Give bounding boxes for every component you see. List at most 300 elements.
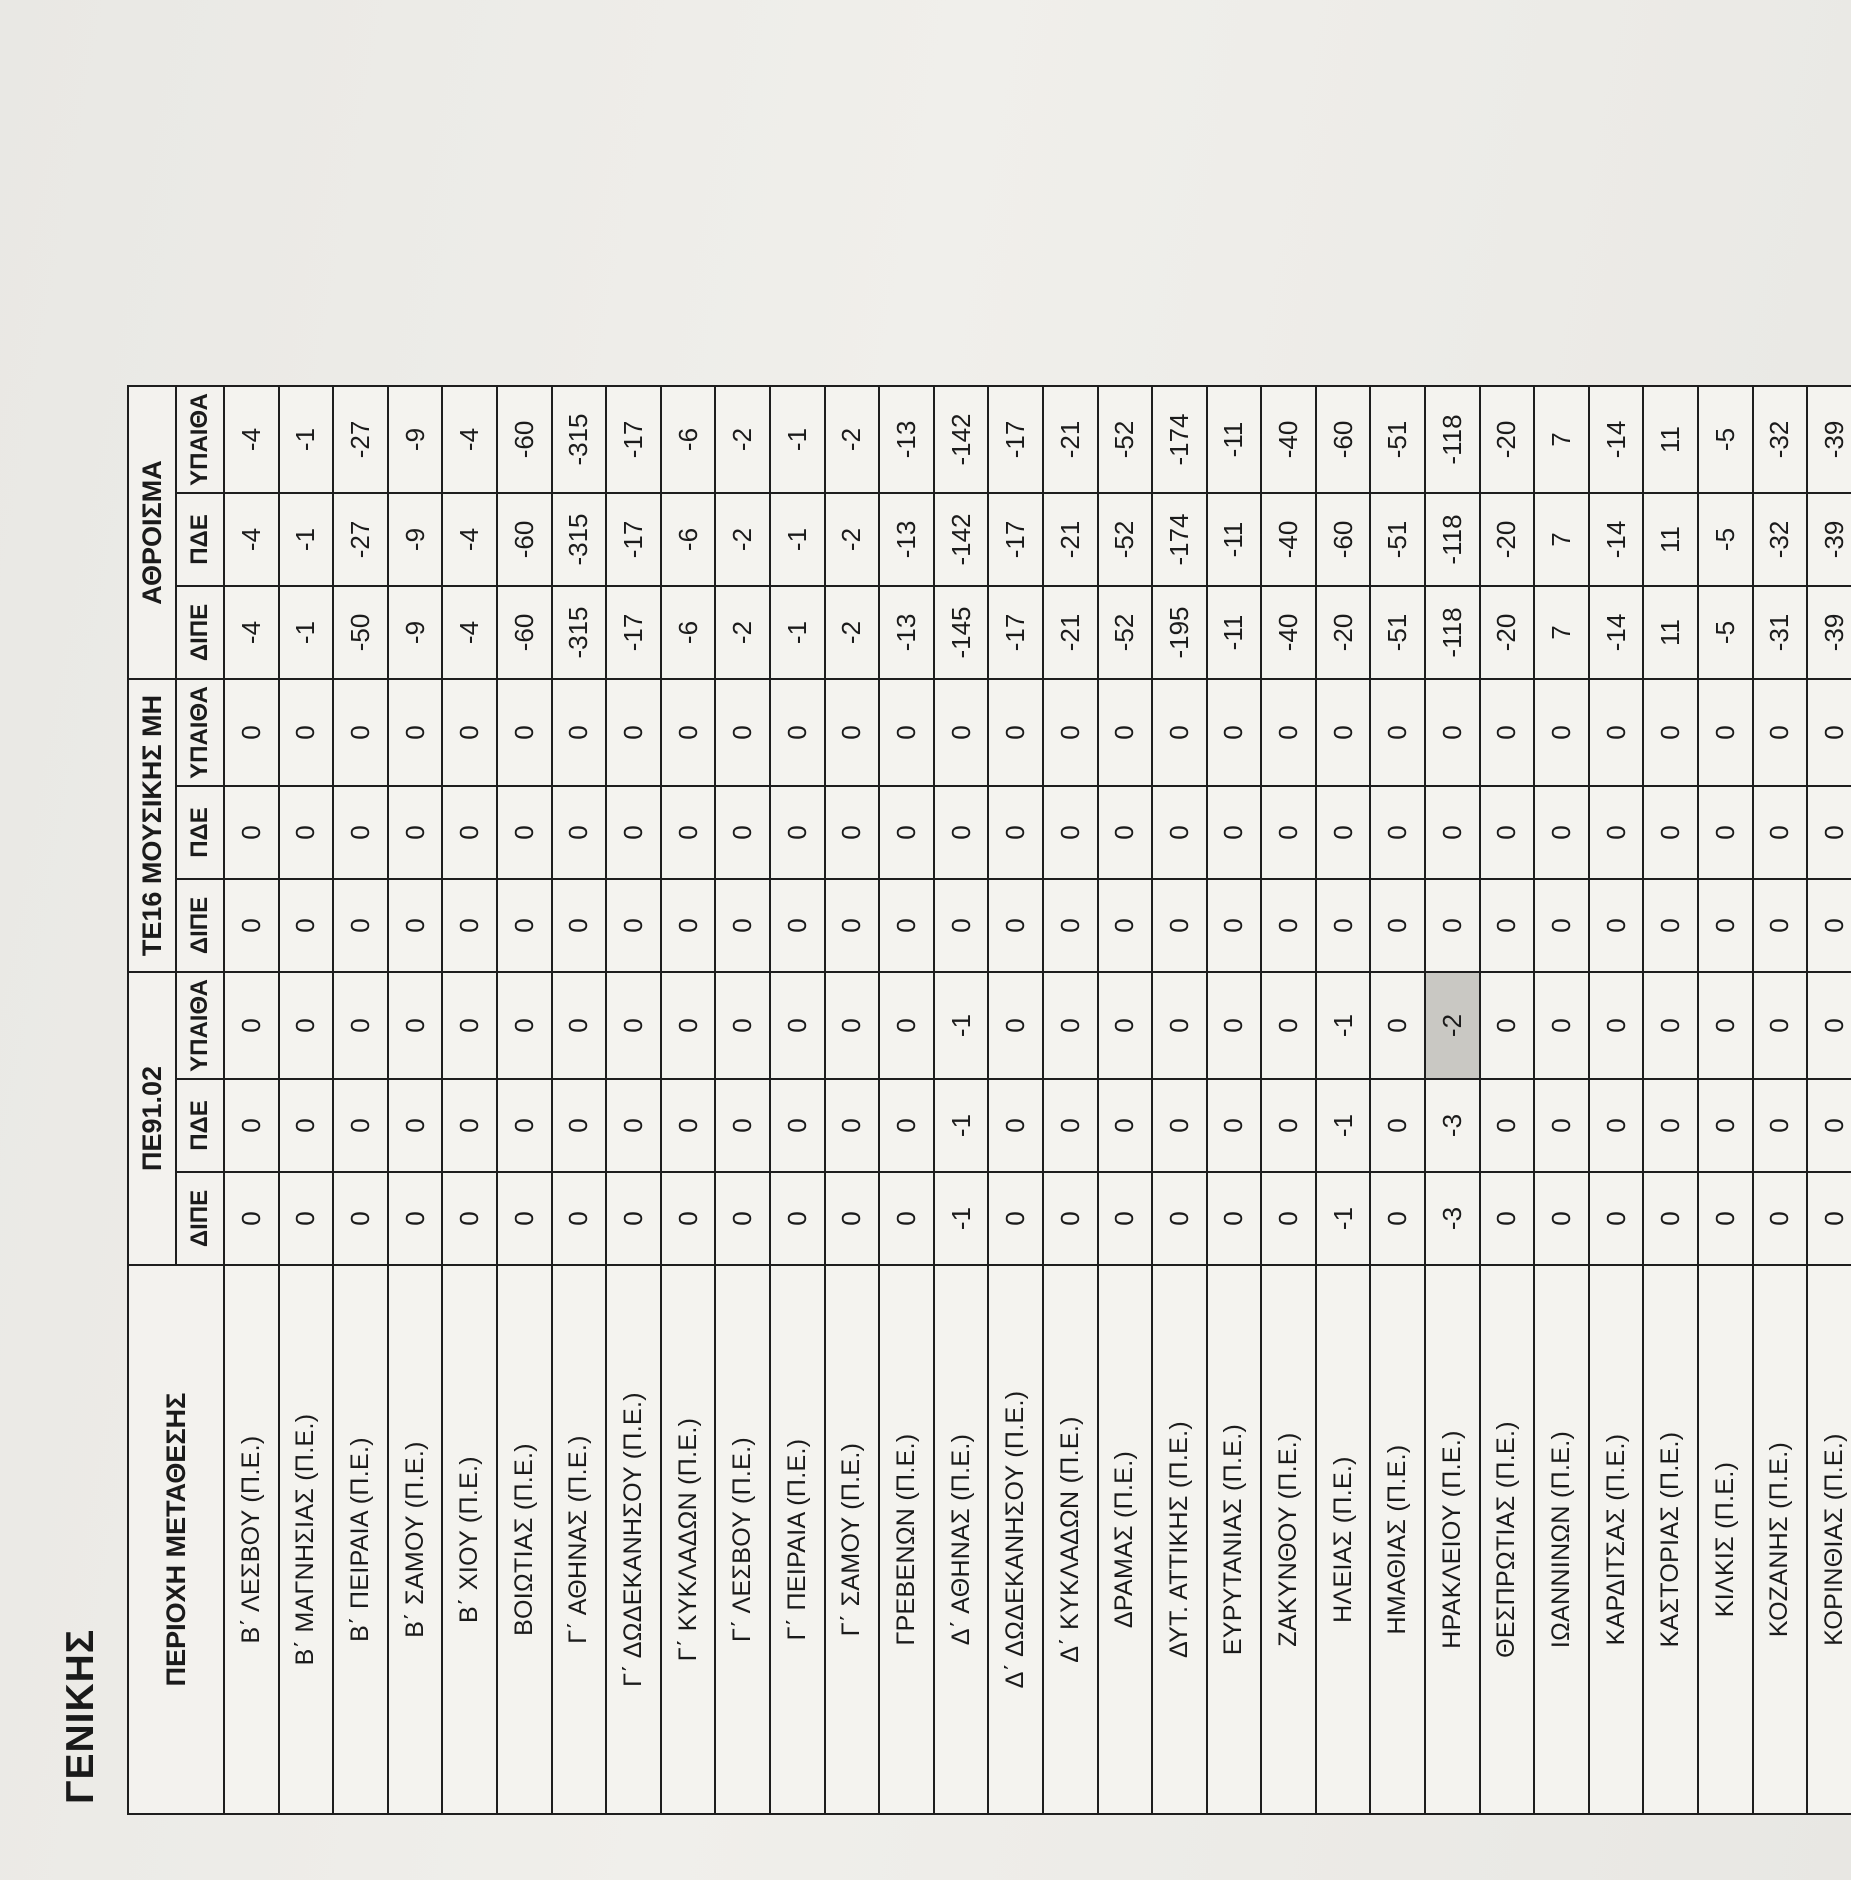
value-cell: 0 [1207, 679, 1262, 786]
value-cell: 0 [224, 972, 279, 1079]
region-cell: Γ΄ ΑΘΗΝΑΣ (Π.Ε.) [552, 1265, 607, 1814]
value-cell: -20 [1480, 493, 1535, 586]
region-cell: Γ΄ ΛΕΣΒΟΥ (Π.Ε.) [715, 1265, 770, 1814]
value-cell: 0 [1534, 972, 1589, 1079]
value-cell: 0 [770, 972, 825, 1079]
region-cell: Γ΄ ΔΩΔΕΚΑΝΗΣΟΥ (Π.Ε.) [606, 1265, 661, 1814]
value-cell: -2 [1425, 972, 1480, 1079]
value-cell: 0 [497, 1079, 552, 1172]
value-cell: 0 [1480, 1172, 1535, 1265]
table-row [388, 386, 443, 1814]
page-title: ΓΕΝΙΚΗΣ [59, 1628, 102, 1804]
value-cell: 0 [1534, 1172, 1589, 1265]
value-cell: -6 [661, 586, 716, 679]
value-cell: -174 [1152, 386, 1207, 493]
value-cell: 0 [333, 1079, 388, 1172]
value-cell: 0 [770, 879, 825, 972]
table-row [333, 386, 388, 1814]
value-cell: 0 [1534, 1079, 1589, 1172]
value-cell: -3 [1425, 1172, 1480, 1265]
value-cell: 0 [988, 879, 1043, 972]
value-cell: 0 [1370, 679, 1425, 786]
value-cell: -2 [825, 386, 880, 493]
value-cell: 0 [606, 1079, 661, 1172]
value-cell: 0 [1753, 879, 1808, 972]
region-cell: Δ΄ ΚΥΚΛΑΔΩΝ (Π.Ε.) [1043, 1265, 1098, 1814]
value-cell: 0 [1753, 679, 1808, 786]
value-cell: 0 [1480, 679, 1535, 786]
region-cell: Δ΄ ΔΩΔΕΚΑΝΗΣΟΥ (Π.Ε.) [988, 1265, 1043, 1814]
value-cell: -9 [388, 386, 443, 493]
table-row [1261, 386, 1316, 1814]
sub-header-dipe: ΔΙΠΕ [176, 586, 224, 679]
value-cell: 0 [497, 972, 552, 1079]
value-cell: 0 [879, 879, 934, 972]
value-cell: 0 [1589, 679, 1644, 786]
value-cell: -51 [1370, 493, 1425, 586]
value-cell: -142 [934, 386, 989, 493]
value-cell: 0 [1261, 1172, 1316, 1265]
value-cell: 0 [497, 679, 552, 786]
value-cell: 0 [388, 879, 443, 972]
value-cell: 0 [1261, 1079, 1316, 1172]
value-cell: 0 [661, 679, 716, 786]
value-cell: 0 [1152, 786, 1207, 879]
value-cell: 0 [1643, 879, 1698, 972]
value-cell: 0 [333, 1172, 388, 1265]
value-cell: -14 [1589, 586, 1644, 679]
group-header-pe9102: ΠΕ91.02 [128, 972, 176, 1265]
value-cell: -39 [1807, 386, 1851, 493]
value-cell: -142 [934, 493, 989, 586]
value-cell: 0 [1098, 879, 1153, 972]
value-cell: 0 [988, 1079, 1043, 1172]
value-cell: 0 [1152, 879, 1207, 972]
table-row [1807, 386, 1851, 1814]
value-cell: 0 [879, 1172, 934, 1265]
value-cell: -315 [552, 386, 607, 493]
value-cell: 0 [1152, 1172, 1207, 1265]
value-cell: 0 [333, 679, 388, 786]
value-cell: -1 [934, 1079, 989, 1172]
value-cell: -1 [1316, 1172, 1371, 1265]
value-cell: 0 [1261, 879, 1316, 972]
region-cell: ΗΛΕΙΑΣ (Π.Ε.) [1316, 1265, 1371, 1814]
value-cell: -40 [1261, 493, 1316, 586]
value-cell: 0 [1098, 1172, 1153, 1265]
value-cell: 0 [1589, 972, 1644, 1079]
value-cell: 0 [661, 879, 716, 972]
value-cell: 0 [1753, 1079, 1808, 1172]
table-row [1698, 386, 1753, 1814]
value-cell: 11 [1643, 386, 1698, 493]
value-cell: 0 [552, 679, 607, 786]
value-cell: 0 [388, 1172, 443, 1265]
value-cell: -6 [661, 386, 716, 493]
value-cell: 0 [442, 786, 497, 879]
transfer-table [127, 385, 1851, 1815]
value-cell: 0 [333, 972, 388, 1079]
value-cell: 0 [552, 786, 607, 879]
value-cell: 0 [770, 786, 825, 879]
value-cell: 0 [715, 972, 770, 1079]
value-cell: -6 [661, 493, 716, 586]
value-cell: 0 [1480, 786, 1535, 879]
rotated-page [45, 150, 1850, 1850]
table-row [497, 386, 552, 1814]
value-cell: -9 [388, 586, 443, 679]
value-cell: 0 [988, 972, 1043, 1079]
value-cell: -17 [988, 493, 1043, 586]
value-cell: 0 [224, 786, 279, 879]
region-cell: ΚΟΖΑΝΗΣ (Π.Ε.) [1753, 1265, 1808, 1814]
value-cell: 0 [1698, 972, 1753, 1079]
value-cell: 0 [1807, 1079, 1851, 1172]
value-cell: -21 [1043, 493, 1098, 586]
value-cell: 0 [879, 972, 934, 1079]
region-cell: Γ΄ ΠΕΙΡΑΙΑ (Π.Ε.) [770, 1265, 825, 1814]
value-cell: -40 [1261, 586, 1316, 679]
value-cell: 11 [1643, 493, 1698, 586]
value-cell: 0 [1534, 786, 1589, 879]
value-cell: 0 [388, 679, 443, 786]
value-cell: 0 [606, 879, 661, 972]
value-cell: 0 [224, 679, 279, 786]
value-cell: 0 [1698, 1079, 1753, 1172]
value-cell: 0 [715, 679, 770, 786]
value-cell: -11 [1207, 586, 1262, 679]
value-cell: -20 [1316, 586, 1371, 679]
value-cell: 0 [1043, 679, 1098, 786]
value-cell: 0 [1098, 786, 1153, 879]
value-cell: 0 [1753, 1172, 1808, 1265]
value-cell: 0 [1316, 786, 1371, 879]
region-cell: Β΄ ΧΙΟΥ (Π.Ε.) [442, 1265, 497, 1814]
value-cell: 0 [279, 679, 334, 786]
table-row [606, 386, 661, 1814]
region-cell: ΙΩΑΝΝΙΝΩΝ (Π.Ε.) [1534, 1265, 1589, 1814]
value-cell: 0 [1589, 786, 1644, 879]
value-cell: 0 [1152, 1079, 1207, 1172]
table-row [224, 386, 279, 1814]
value-cell: -2 [715, 386, 770, 493]
value-cell: -118 [1425, 493, 1480, 586]
table-row [661, 386, 716, 1814]
value-cell: -145 [934, 586, 989, 679]
table-row [279, 386, 334, 1814]
value-cell: -11 [1207, 386, 1262, 493]
value-cell: 0 [1098, 679, 1153, 786]
value-cell: 0 [552, 972, 607, 1079]
value-cell: 0 [1753, 972, 1808, 1079]
value-cell: 0 [825, 679, 880, 786]
region-cell: ΗΡΑΚΛΕΙΟΥ (Π.Ε.) [1425, 1265, 1480, 1814]
region-cell: ΚΟΡΙΝΘΙΑΣ (Π.Ε.) [1807, 1265, 1851, 1814]
value-cell: 0 [770, 1172, 825, 1265]
region-cell: ΚΙΛΚΙΣ (Π.Ε.) [1698, 1265, 1753, 1814]
value-cell: -17 [606, 586, 661, 679]
table-row [1534, 386, 1589, 1814]
value-cell: 0 [1534, 679, 1589, 786]
value-cell: -13 [879, 586, 934, 679]
value-cell: 0 [442, 1172, 497, 1265]
group-header-row [128, 386, 176, 1814]
value-cell: -4 [224, 493, 279, 586]
table-row [1480, 386, 1535, 1814]
value-cell: 0 [1643, 972, 1698, 1079]
value-cell: 0 [1589, 1172, 1644, 1265]
value-cell: 0 [224, 1079, 279, 1172]
value-cell: 0 [1480, 1079, 1535, 1172]
value-cell: 0 [1261, 786, 1316, 879]
value-cell: -118 [1425, 386, 1480, 493]
value-cell: -20 [1480, 386, 1535, 493]
table-row [1643, 386, 1698, 1814]
value-cell: 0 [333, 879, 388, 972]
value-cell: -11 [1207, 493, 1262, 586]
region-cell: ΗΜΑΘΙΑΣ (Π.Ε.) [1370, 1265, 1425, 1814]
value-cell: 0 [1370, 1172, 1425, 1265]
value-cell: 0 [388, 972, 443, 1079]
value-cell: 0 [825, 786, 880, 879]
value-cell: 0 [1207, 879, 1262, 972]
sub-header-pde: ΠΔΕ [176, 1079, 224, 1172]
region-cell: Δ΄ ΑΘΗΝΑΣ (Π.Ε.) [934, 1265, 989, 1814]
region-cell: ΖΑΚΥΝΘΟΥ (Π.Ε.) [1261, 1265, 1316, 1814]
region-cell: ΚΑΡΔΙΤΣΑΣ (Π.Ε.) [1589, 1265, 1644, 1814]
value-cell: 0 [333, 786, 388, 879]
value-cell: -13 [879, 493, 934, 586]
region-cell: Γ΄ ΚΥΚΛΑΔΩΝ (Π.Ε.) [661, 1265, 716, 1814]
value-cell: 0 [224, 1172, 279, 1265]
value-cell: -52 [1098, 386, 1153, 493]
value-cell: -315 [552, 586, 607, 679]
value-cell: 0 [1207, 1079, 1262, 1172]
group-header-sum: ΑΘΡΟΙΣΜΑ [128, 386, 176, 679]
value-cell: -5 [1698, 493, 1753, 586]
value-cell: 0 [279, 786, 334, 879]
value-cell: -17 [606, 386, 661, 493]
value-cell: -17 [606, 493, 661, 586]
value-cell: 0 [442, 1079, 497, 1172]
value-cell: 0 [1807, 1172, 1851, 1265]
table-row [770, 386, 825, 1814]
value-cell: -39 [1807, 586, 1851, 679]
value-cell: 0 [1207, 972, 1262, 1079]
value-cell: 0 [1043, 879, 1098, 972]
value-cell: -20 [1480, 586, 1535, 679]
value-cell: 0 [1807, 786, 1851, 879]
region-cell: ΚΑΣΤΟΡΙΑΣ (Π.Ε.) [1643, 1265, 1698, 1814]
value-cell: 0 [279, 1079, 334, 1172]
value-cell: -60 [497, 586, 552, 679]
value-cell: -1 [1316, 1079, 1371, 1172]
value-cell: 0 [934, 879, 989, 972]
value-cell: 0 [497, 786, 552, 879]
region-cell: ΘΕΣΠΡΩΤΙΑΣ (Π.Ε.) [1480, 1265, 1535, 1814]
value-cell: -32 [1753, 493, 1808, 586]
value-cell: 0 [770, 679, 825, 786]
region-cell: Β΄ ΜΑΓΝΗΣΙΑΣ (Π.Ε.) [279, 1265, 334, 1814]
region-cell: ΕΥΡΥΤΑΝΙΑΣ (Π.Ε.) [1207, 1265, 1262, 1814]
value-cell: -4 [224, 386, 279, 493]
region-cell: ΒΟΙΩΤΙΑΣ (Π.Ε.) [497, 1265, 552, 1814]
value-cell: -195 [1152, 586, 1207, 679]
value-cell: -13 [879, 386, 934, 493]
value-cell: 0 [497, 879, 552, 972]
value-cell: 0 [715, 1172, 770, 1265]
value-cell: 0 [1370, 879, 1425, 972]
region-column-header: ΠΕΡΙΟΧΗ ΜΕΤΑΘΕΣΗΣ [128, 1265, 224, 1814]
value-cell: 0 [1589, 879, 1644, 972]
value-cell: -27 [333, 493, 388, 586]
value-cell: -27 [333, 386, 388, 493]
sub-header-dipe: ΔΙΠΕ [176, 879, 224, 972]
value-cell: 0 [934, 786, 989, 879]
value-cell: 7 [1534, 586, 1589, 679]
value-cell: -21 [1043, 386, 1098, 493]
value-cell: 0 [1261, 679, 1316, 786]
region-cell: ΔΥΤ. ΑΤΤΙΚΗΣ (Π.Ε.) [1152, 1265, 1207, 1814]
value-cell: 0 [825, 1079, 880, 1172]
region-cell: ΓΡΕΒΕΝΩΝ (Π.Ε.) [879, 1265, 934, 1814]
value-cell: 0 [497, 1172, 552, 1265]
value-cell: 0 [1698, 786, 1753, 879]
value-cell: 0 [825, 972, 880, 1079]
value-cell: 0 [825, 879, 880, 972]
value-cell: -2 [715, 586, 770, 679]
value-cell: 0 [715, 1079, 770, 1172]
value-cell: 0 [1698, 879, 1753, 972]
value-cell: 7 [1534, 493, 1589, 586]
value-cell: 0 [1098, 1079, 1153, 1172]
value-cell: 0 [279, 1172, 334, 1265]
value-cell: -14 [1589, 386, 1644, 493]
value-cell: 11 [1643, 586, 1698, 679]
value-cell: 0 [879, 1079, 934, 1172]
value-cell: 0 [1480, 972, 1535, 1079]
value-cell: -1 [279, 493, 334, 586]
value-cell: 0 [934, 679, 989, 786]
value-cell: -60 [497, 386, 552, 493]
table-row [1152, 386, 1207, 1814]
value-cell: 0 [606, 1172, 661, 1265]
value-cell: -1 [279, 586, 334, 679]
table-row [1098, 386, 1153, 1814]
value-cell: -1 [1316, 972, 1371, 1079]
table-row [825, 386, 880, 1814]
value-cell: -60 [1316, 493, 1371, 586]
value-cell: 0 [661, 972, 716, 1079]
value-cell: -50 [333, 586, 388, 679]
value-cell: 0 [1152, 679, 1207, 786]
table-row [934, 386, 989, 1814]
value-cell: 0 [279, 972, 334, 1079]
table-row [1370, 386, 1425, 1814]
value-cell: 0 [442, 879, 497, 972]
value-cell: 0 [1425, 879, 1480, 972]
value-cell: 0 [1207, 786, 1262, 879]
value-cell: 0 [1370, 972, 1425, 1079]
value-cell: 0 [1698, 1172, 1753, 1265]
sub-header-dipe: ΔΙΠΕ [176, 1172, 224, 1265]
value-cell: 0 [715, 879, 770, 972]
value-cell: -174 [1152, 493, 1207, 586]
value-cell: 0 [1043, 786, 1098, 879]
value-cell: -60 [497, 493, 552, 586]
value-cell: 0 [1043, 1172, 1098, 1265]
value-cell: -1 [770, 386, 825, 493]
value-cell: 0 [1425, 786, 1480, 879]
table-row [442, 386, 497, 1814]
value-cell: 0 [1643, 786, 1698, 879]
value-cell: 0 [825, 1172, 880, 1265]
group-header-te16: ΤΕ16 ΜΟΥΣΙΚΗΣ ΜΗ [128, 679, 176, 972]
value-cell: 0 [388, 786, 443, 879]
sub-header-ypaitha: ΥΠΑΙΘΑ [176, 679, 224, 786]
value-cell: -5 [1698, 586, 1753, 679]
value-cell: 0 [1753, 786, 1808, 879]
value-cell: -31 [1753, 586, 1808, 679]
value-cell: 0 [224, 879, 279, 972]
value-cell: -2 [825, 586, 880, 679]
value-cell: 0 [552, 879, 607, 972]
value-cell: 0 [1207, 1172, 1262, 1265]
value-cell: -1 [934, 1172, 989, 1265]
region-cell: Β΄ ΣΑΜΟΥ (Π.Ε.) [388, 1265, 443, 1814]
value-cell: 0 [1152, 972, 1207, 1079]
region-cell: Β΄ ΛΕΣΒΟΥ (Π.Ε.) [224, 1265, 279, 1814]
value-cell: 0 [1316, 679, 1371, 786]
value-cell: -5 [1698, 386, 1753, 493]
value-cell: -118 [1425, 586, 1480, 679]
value-cell: -2 [715, 493, 770, 586]
value-cell: -21 [1043, 586, 1098, 679]
value-cell: 7 [1534, 386, 1589, 493]
table-body [224, 386, 1851, 1814]
value-cell: -1 [279, 386, 334, 493]
region-cell: Β΄ ΠΕΙΡΑΙΑ (Π.Ε.) [333, 1265, 388, 1814]
value-cell: -1 [934, 972, 989, 1079]
table-row [1589, 386, 1644, 1814]
value-cell: 0 [1480, 879, 1535, 972]
value-cell: 0 [1534, 879, 1589, 972]
value-cell: 0 [715, 786, 770, 879]
sub-header-pde: ΠΔΕ [176, 786, 224, 879]
value-cell: 0 [1261, 972, 1316, 1079]
table-row [1753, 386, 1808, 1814]
value-cell: 0 [1425, 679, 1480, 786]
value-cell: -4 [442, 386, 497, 493]
value-cell: -9 [388, 493, 443, 586]
value-cell: -32 [1753, 386, 1808, 493]
value-cell: 0 [1643, 1079, 1698, 1172]
value-cell: 0 [388, 1079, 443, 1172]
value-cell: -4 [224, 586, 279, 679]
value-cell: 0 [606, 679, 661, 786]
value-cell: 0 [1043, 972, 1098, 1079]
value-cell: 0 [606, 972, 661, 1079]
table-row [1207, 386, 1262, 1814]
value-cell: 0 [1098, 972, 1153, 1079]
region-cell: Γ΄ ΣΑΜΟΥ (Π.Ε.) [825, 1265, 880, 1814]
value-cell: 0 [661, 1172, 716, 1265]
value-cell: 0 [879, 786, 934, 879]
table-row [552, 386, 607, 1814]
value-cell: 0 [442, 972, 497, 1079]
value-cell: -2 [825, 493, 880, 586]
value-cell: 0 [988, 786, 1043, 879]
